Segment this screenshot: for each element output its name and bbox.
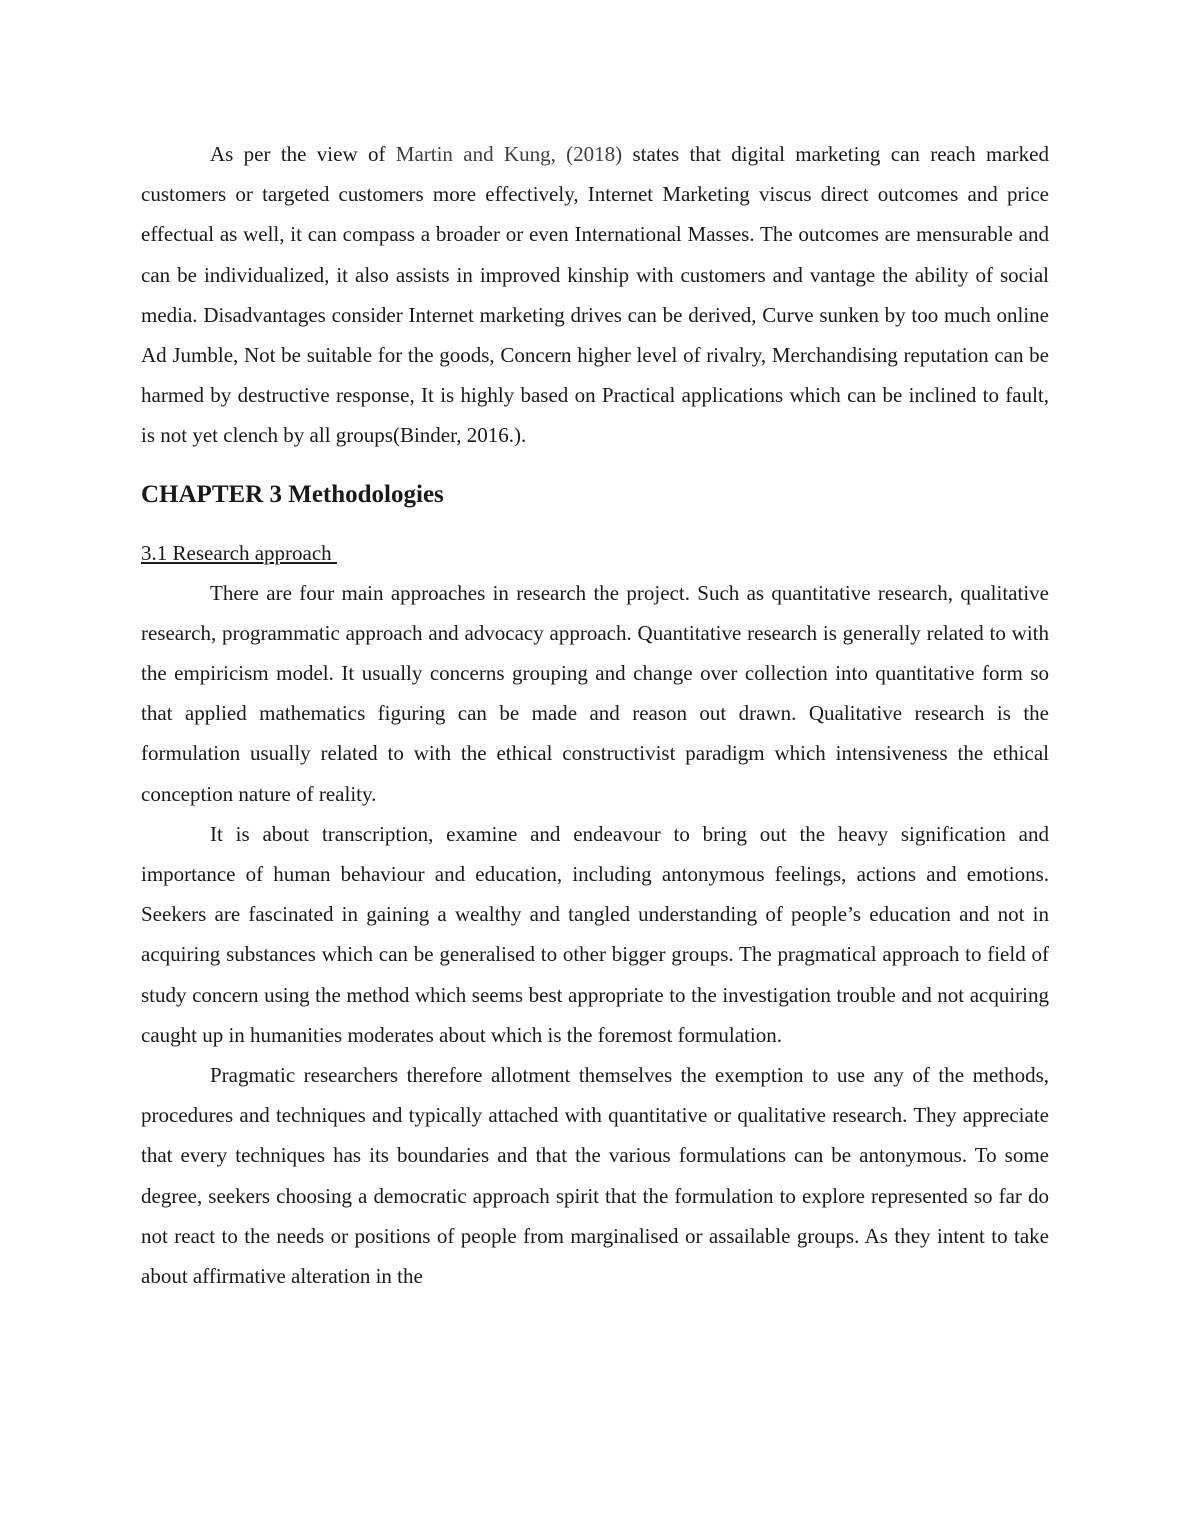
body-paragraph-4: Pragmatic researchers therefore allotment themselves the exemption to use any of the methods, procedures and techniques and typically attached with quantitative or qualitative research. They appreciate that every techniques has its boundaries and that the various formulations can be antonymous. To some degree, seekers choosing a democratic approach spirit that the formulation to explore represented so far do not react to the needs or positions of people from marginalised or assailable groups. As they intent to take about affirmative alteration in the bbox=[141, 1063, 1049, 1289]
paragraph-1-lead: As per the view of bbox=[210, 142, 396, 166]
body-paragraph-3: It is about transcription, examine and endeavour to bring out the heavy signification and importance of human behaviour and education, including antonymous feelings, actions and emotions. Seekers are fascinated in gaining a wealthy and tangled understanding of people’s education and not in acquiring substances which can be generalised to other bigger groups. The pragmatical approach to field of study concern using the method which seems best appropriate to the investigation trouble and not acquiring caught up in humanities moderates about which is the foremost formulation. bbox=[141, 821, 1049, 1047]
paragraph-1-text: states that digital marketing can reach marked customers or targeted customers more effectively, Internet Marketing viscus direct outcomes and price effectual as well, it can compass a broader or even International Masses. The outcomes are mensurable and can be individualized, it also assists in improved kinship with customers and vantage the ability of social media. Disadvantages consider Internet marketing drives can be derived, Curve sunken by too much online Ad Jumble, Not be suitable for the goods, Concern higher level of rivalry, Merchandising reputation can be harmed by destructive response, It is highly based on Practical applications which can be inclined to fault, is not yet clench by all groups(Binder, 2016.). bbox=[141, 142, 1049, 448]
chapter-heading: CHAPTER 3 Methodologies bbox=[141, 480, 444, 508]
section-heading: 3.1 Research approach bbox=[141, 540, 337, 565]
body-paragraph-1 bbox=[141, 134, 1049, 456]
body-paragraph-2: There are four main approaches in research the project. Such as quantitative research, qualitative research, programmatic approach and advocacy approach. Quantitative research is generally related to with the empiricism model. It usually concerns grouping and change over collection into quantitative form so that applied mathematics figuring can be made and reason out drawn. Qualitative research is the formulation usually related to with the ethical constructivist paradigm which intensiveness the ethical conception nature of reality. bbox=[141, 580, 1049, 806]
document-page bbox=[141, 134, 1049, 1296]
citation-martin-kung: Martin and Kung, (2018) bbox=[395, 142, 623, 166]
